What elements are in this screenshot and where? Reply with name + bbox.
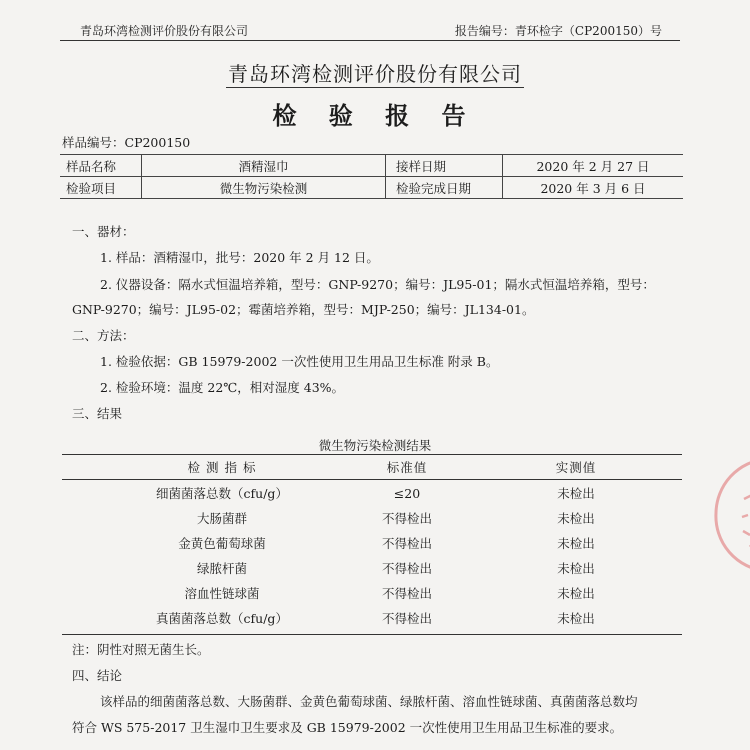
red-seal-stamp [708,455,750,575]
receive-date-value: 2020 年 2 月 27 日 [503,155,684,177]
sample-name-value: 酒精湿巾 [142,155,386,177]
equipment-devices-line2: GNP-9270；编号：JL95-02；霉菌培养箱，型号：MJP-250；编号：JL134-01。 [72,302,535,317]
row-indicator: 溶血性链球菌 [184,586,260,601]
finish-date-label: 检验完成日期 [386,177,503,199]
equipment-devices-line1: 2. 仪器设备：隔水式恒温培养箱，型号：GNP-9270；编号：JL95-01；隔水式恒温培养箱，型号： [100,277,655,292]
section-method-heading: 二、方法： [72,328,135,343]
table-row [62,582,682,606]
receive-date-label: 接样日期 [386,155,503,177]
table-row [62,557,682,581]
row-measured: 未检出 [557,486,595,501]
section-result-heading: 三、结果 [72,406,123,421]
row-indicator: 大肠菌群 [196,511,247,526]
section-equipment-heading: 一、器材： [72,224,135,239]
row-measured: 未检出 [557,536,595,551]
row-indicator: 金黄色葡萄球菌 [178,536,266,551]
header-standard: 标准值 [386,460,428,475]
row-indicator: 真菌菌落总数（cfu/g） [156,611,288,626]
sample-number: 样品编号：CP200150 [62,135,191,150]
row-standard: ≤20 [393,486,421,501]
test-item-label: 检验项目 [60,177,142,199]
header-indicator: 检 测 指 标 [187,460,257,475]
table-row [62,482,682,506]
section-conclusion-heading: 四、结论 [72,668,123,683]
conclusion-line2: 符合 WS 575-2017 卫生湿巾卫生要求及 GB 15979-2002 一次性使用卫生用品卫生标准的要求。 [72,720,623,735]
header-divider [60,40,680,41]
result-note: 注：阴性对照无菌生长。 [72,642,210,657]
conclusion-line1: 该样品的细菌菌落总数、大肠菌群、金黄色葡萄球菌、绿脓杆菌、溶血性链球菌、真菌菌落总数均 [100,694,638,709]
row-indicator: 细菌菌落总数（cfu/g） [156,486,288,501]
header-company: 青岛环湾检测评价股份有限公司 [80,24,249,38]
header-measured: 实测值 [555,460,597,475]
row-standard: 不得检出 [381,511,432,526]
table-row [62,607,682,631]
test-item-value: 微生物污染检测 [142,177,386,199]
header-report-number: 报告编号：青环检字（CP200150）号 [454,24,662,38]
row-standard: 不得检出 [381,536,432,551]
row-standard: 不得检出 [381,561,432,576]
report-title: 检 验 报 告 [272,101,478,130]
table-row [62,532,682,556]
info-row [60,155,683,177]
result-table-bottom-rule [62,634,682,635]
row-measured: 未检出 [557,611,595,626]
row-measured: 未检出 [557,586,595,601]
equipment-sample: 1. 样品：酒精湿巾，批号：2020 年 2 月 12 日。 [100,250,379,265]
result-table-header [62,456,682,480]
row-measured: 未检出 [557,511,595,526]
method-basis: 1. 检验依据：GB 15979-2002 一次性使用卫生用品卫生标准 附录 B。 [100,354,499,369]
table-row [62,507,682,531]
result-table-top-rule [62,454,682,455]
row-standard: 不得检出 [381,586,432,601]
company-name: 青岛环湾检测评价股份有限公司 [228,62,522,86]
row-indicator: 绿脓杆菌 [196,561,247,576]
finish-date-value: 2020 年 3 月 6 日 [503,177,684,199]
row-standard: 不得检出 [381,611,432,626]
info-table [60,154,683,199]
info-row [60,177,683,199]
sample-name-label: 样品名称 [60,155,142,177]
method-environment: 2. 检验环境：温度 22℃，相对湿度 43%。 [100,380,345,395]
row-measured: 未检出 [557,561,595,576]
result-table-header-rule [62,479,682,480]
result-table-title: 微生物污染检测结果 [318,438,432,453]
